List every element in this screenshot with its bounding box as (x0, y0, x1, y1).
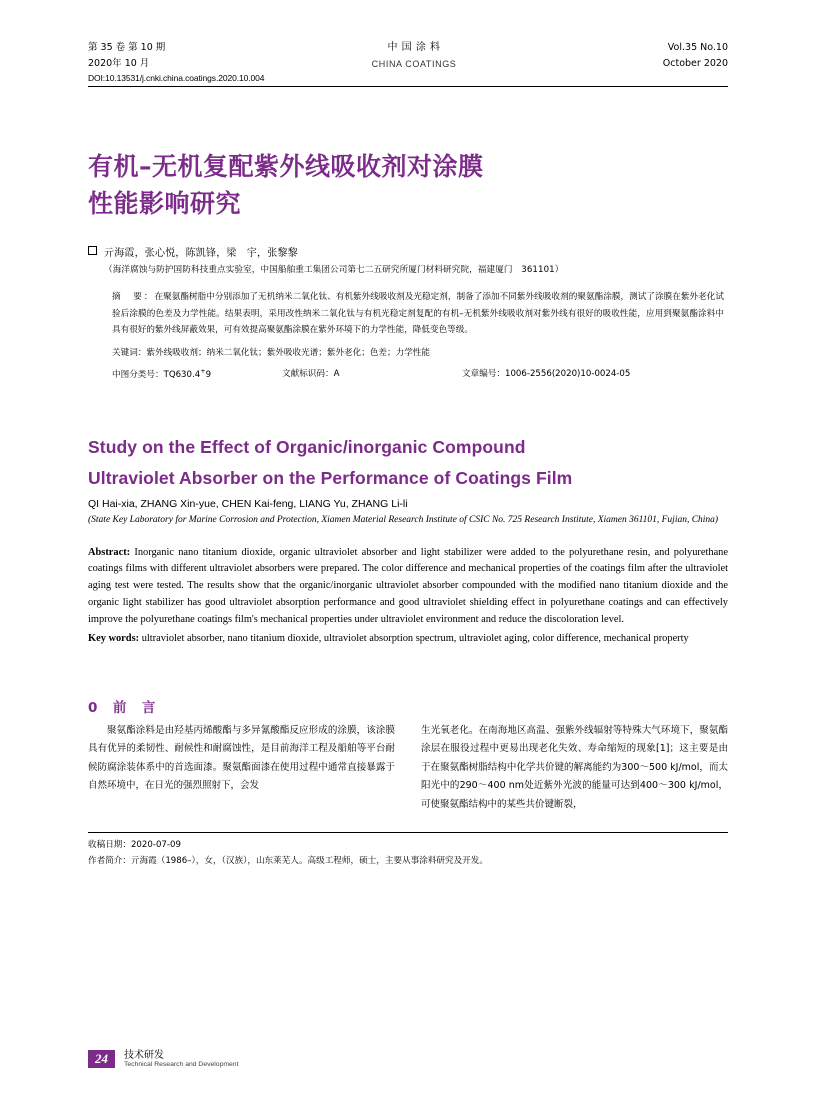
keywords-en-text: ultraviolet absorber, nano titanium dioxide, ultraviolet absorption spectrum, ultraviolet aging, color difference, mechanical property (139, 632, 689, 644)
classification-line (88, 367, 728, 380)
page-footer (88, 1050, 728, 1069)
masthead (88, 0, 728, 71)
authors-cn (88, 244, 728, 259)
section-heading-introduction: 0 前 言 (88, 699, 157, 716)
date-en: October 2020 (662, 57, 728, 69)
masthead-left (88, 40, 165, 71)
document-code-label: 文献标识码： (282, 369, 334, 380)
affiliation-en: (State Key Laboratory for Marine Corrosion and Protection, Xiamen Material Research Institute of CSIC No. 725 Research Institute, Xiamen 361101, Fujian, China) (88, 515, 719, 526)
journal-name-en: CHINA COATINGS (371, 58, 457, 69)
body-column-right (421, 722, 728, 815)
square-bullet-icon (88, 246, 97, 255)
doi-line: DOI:10.13531/j.cnki.china.coatings.2020.10.004 (88, 73, 265, 84)
clc-value: TQ630.4 (163, 370, 201, 381)
clc-label: 中图分类号： (112, 370, 164, 381)
volume-issue-en: Vol.35 No.10 (667, 42, 728, 53)
masthead-center (372, 40, 457, 71)
body-column-left (88, 722, 395, 815)
title-cn (88, 149, 728, 222)
title-en-line-2: Ultraviolet Absorber on the Performance of Coatings Film (88, 467, 573, 488)
volume-issue-cn: 第 35 卷 第 10 期 (88, 42, 166, 53)
title-en-line-1: Study on the Effect of Organic/inorganic Compound (88, 437, 526, 458)
page-number: 24 (88, 1050, 115, 1068)
abstract-en-label: Abstract: (88, 546, 131, 558)
body-paragraph-right: 生光氧老化。在南海地区高温、强紫外线辐射等特殊大气环境下，聚氨酯涂层在服役过程中更易出现老化失效、寿命缩短的现象[1]；这主要是由于在聚氨酯树脂结构中化学共价键的解离能约为300～500 kJ/mol，而太阳光中的290～400 nm处近紫外光波的能量可达到400～300 kJ/mol，可使聚氨酯结构中的某些共价键断裂， (421, 724, 728, 810)
body-paragraph-left: 聚氨酯涂料是由羟基丙烯酸酯与多异氰酸酯反应形成的涂膜，该涂膜具有优异的柔韧性、耐候性和耐腐蚀性，是目前海洋工程及船舶等平台耐候防腐涂装体系中的首选面漆。聚氨酯面漆在使用过程中通常直接暴露于自然环境中，在日光的强烈照射下，会发 (88, 724, 395, 792)
clc-number (112, 367, 282, 380)
footer-column-cn: 技术研发 (124, 1049, 164, 1061)
authors-cn-text: 亓海霞，张心悦，陈凯锋，梁 宇，张黎黎 (104, 247, 298, 259)
keywords-en-label: Key words: (88, 632, 140, 644)
keywords-cn (88, 346, 728, 358)
footer-column-en: Technical Research and Development (124, 1061, 239, 1069)
article-id (462, 367, 728, 380)
clc-sup: + (200, 367, 206, 376)
date-cn: 2020年 10 月 (88, 57, 150, 69)
footer-column-label (124, 1050, 238, 1069)
article-id-label: 文章编号： (462, 369, 505, 380)
masthead-right (663, 40, 728, 71)
document-code (282, 367, 462, 380)
authors-en: QI Hai-xia, ZHANG Xin-yue, CHEN Kai-feng, LIANG Yu, ZHANG Li-li (88, 498, 408, 511)
abstract-cn (88, 289, 728, 339)
keywords-cn-text: 紫外线吸收剂；纳米二氧化钛；紫外吸收光谱；紫外老化；色差；力学性能 (146, 348, 430, 359)
title-cn-line-1: 有机–无机复配紫外线吸收剂对涂膜 (88, 152, 484, 182)
abstract-cn-label: 摘 要： (112, 291, 155, 302)
author-bio: 作者简介：亓海霞（1986–），女，（汉族），山东莱芜人。高级工程师，硕士，主要从事涂料研究及开发。 (88, 856, 488, 867)
journal-name-cn: 中 国 涂 料 (387, 42, 441, 53)
abstract-en (88, 545, 728, 629)
keywords-en (88, 631, 728, 648)
title-cn-line-2: 性能影响研究 (88, 188, 242, 218)
affiliation-cn: （海洋腐蚀与防护国防科技重点实验室，中国船舶重工集团公司第七二五研究所厦门材料研究院，福建厦门 361101） (104, 264, 564, 275)
keywords-cn-label: 关键词： (112, 348, 147, 359)
received-date: 收稿日期：2020-07-09 (88, 840, 181, 851)
title-en (88, 432, 728, 493)
document-code-value: A (333, 369, 340, 380)
article-id-value: 1006-2556(2020)10-0024-05 (504, 369, 631, 380)
clc-tail: 9 (205, 370, 212, 381)
footnotes (88, 838, 728, 870)
abstract-cn-text: 在聚氨酯树脂中分别添加了无机纳米二氧化钛、有机紫外线吸收剂及光稳定剂，制备了添加不同紫外线吸收剂的聚氨酯涂膜，测试了涂膜在紫外老化试验后涂膜的色差及力学性能。结果表明，采用改性纳米二氧化钛与有机光稳定剂复配的有机–无机紫外线吸收剂对紫外线有很好的吸收性能，应用到聚氨酯涂料中具有很好的紫外线屏蔽效果，可有效提高聚氨酯涂膜在紫外环境下的力学性能，降低变色等级。 (112, 291, 724, 336)
header-rule (88, 86, 728, 87)
body-columns (88, 722, 728, 815)
footnote-rule (88, 832, 728, 833)
abstract-en-text: Inorganic nano titanium dioxide, organic ultraviolet absorber and light stabilizer were added to the polyurethane resin, and polyurethane coatings films with different ultraviolet absorbers were prepared. The color difference and mechanical properties of the coatings film after the ultraviolet aging test were tested. The results show that the organic/inorganic ultraviolet absorber compounded with the modified nano titanium dioxide and the organic light stabilizer has good ultraviolet absorption performance and good ultraviolet shielding effect in polyurethane coatings and can effectively improve the polyurethane coatings film's mechanical properties under ultraviolet environment and reduce the discoloration level. (88, 546, 728, 625)
